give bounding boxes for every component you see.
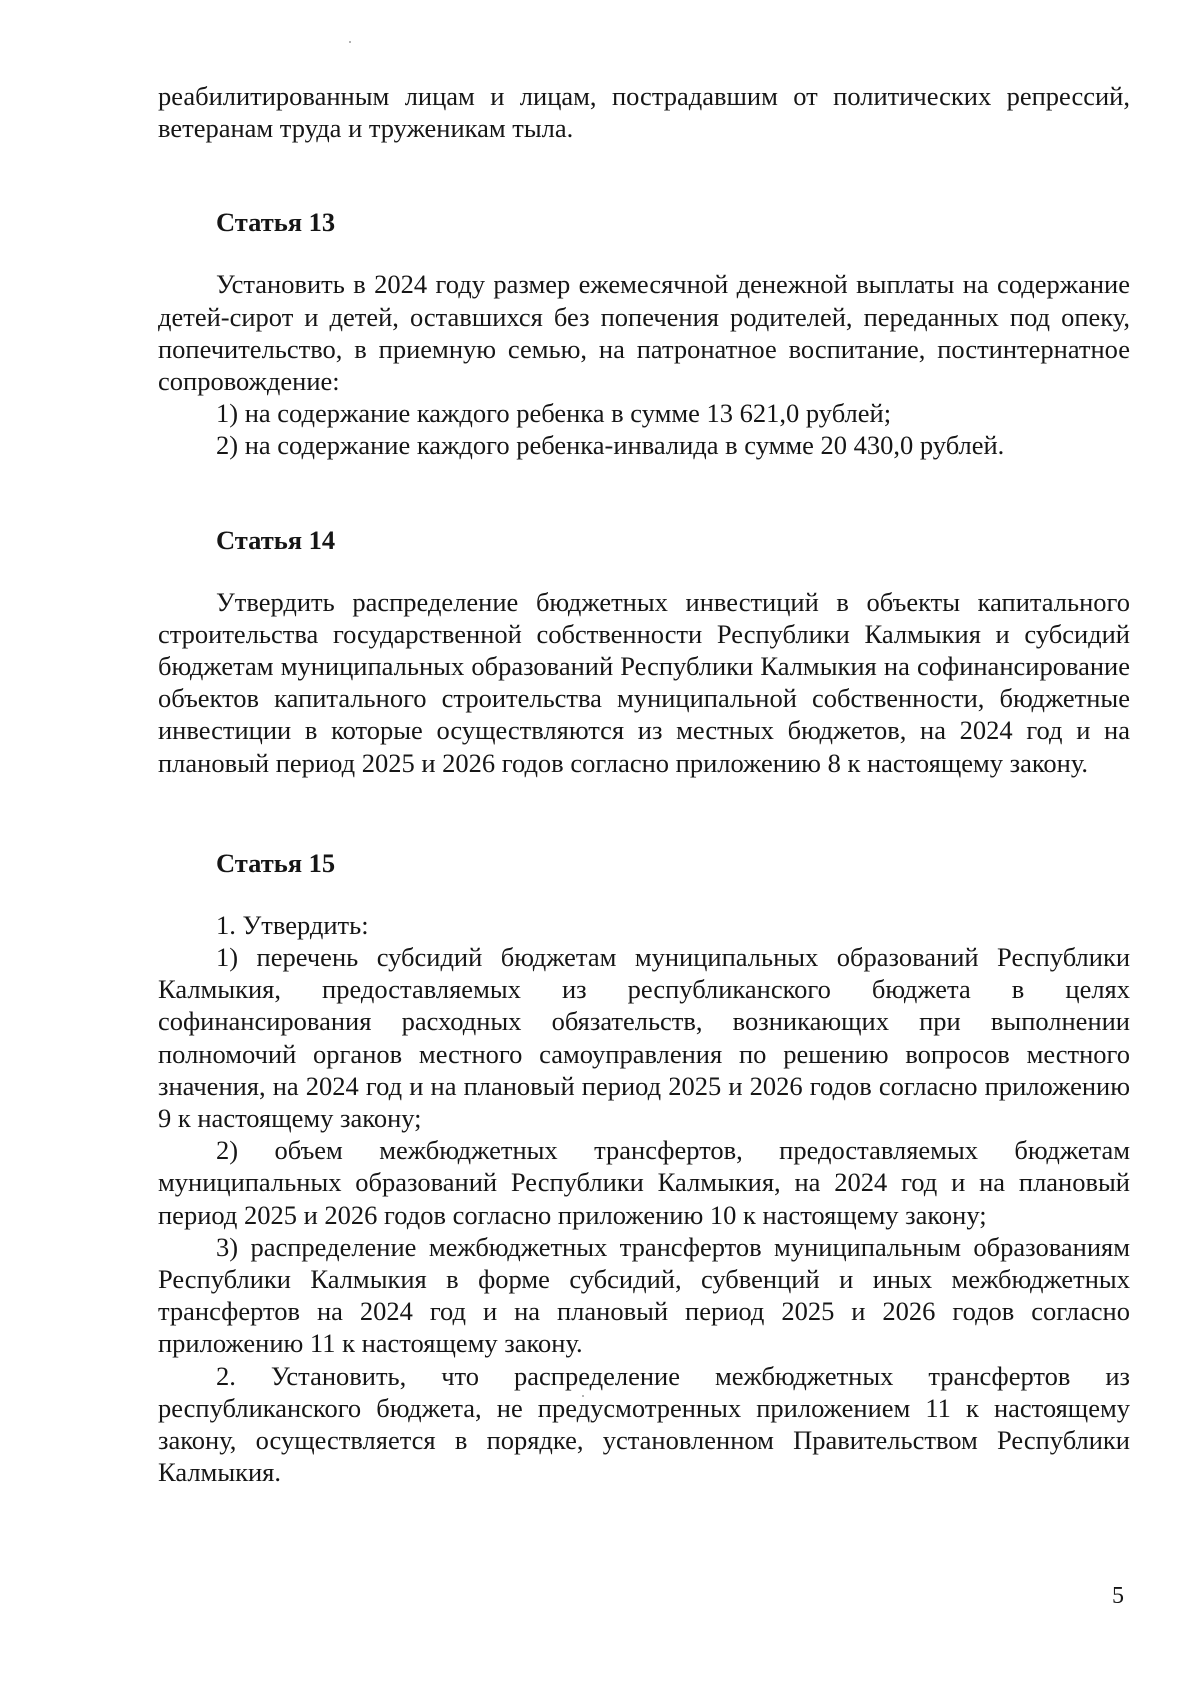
article-15-point-1: 1. Утвердить:: [216, 909, 369, 940]
article-15: [158, 847, 1130, 1489]
article-15-title: Статья 15: [216, 847, 336, 878]
article-14-paragraph: Утвердить распределение бюджетных инвестиций в объекты капитального строительства государственной собственности Республики Калмыкия и субсидий бюджетам муниципальных образований Республики Калмыкия на софинансирование объектов капитального строительства муниципальной собственности, бюджетные инвестиции в которые осуществляются из местных бюджетов, на 2024 год и на плановый период 2025 и 2026 годов согласно приложению 8 к настоящему закону.: [158, 586, 1130, 778]
article-14-title: Статья 14: [216, 524, 336, 555]
article-13: [158, 206, 1130, 461]
article-13-item-2: 2) на содержание каждого ребенка-инвалида в сумме 20 430,0 рублей.: [216, 430, 1005, 461]
document-body: [158, 80, 1130, 1489]
intro-paragraph: реабилитированным лицам и лицам, пострадавшим от политических репрессий, ветеранам труда и труженикам тыла.: [158, 81, 1130, 144]
article-13-paragraph: Установить в 2024 году размер ежемесячной денежной выплаты на содержание детей-сирот и детей, оставшихся без попечения родителей, переданных под опеку, попечительство, в приемную семью, на патронатное воспитание, постинтернатное сопровождение:: [158, 269, 1130, 397]
article-13-item-1: 1) на содержание каждого ребенка в сумме 13 621,0 рублей;: [216, 398, 892, 429]
article-15-item-2: 2) объем межбюджетных трансфертов, предоставляемых бюджетам муниципальных образований Республики Калмыкия, на 2024 год и на плановый период 2025 и 2026 годов согласно приложению 10 к настоящему закону;: [158, 1135, 1130, 1230]
page-number: 5: [1112, 1583, 1124, 1609]
scan-speck: [349, 41, 351, 43]
article-15-item-3: 3) распределение межбюджетных трансфертов муниципальным образованиям Республики Калмыкия в форме субсидий, субвенций и иных межбюджетных трансфертов на 2024 год и на плановый период 2025 и 2026 годов согласно приложению 11 к настоящему закону.: [158, 1231, 1130, 1359]
article-14: [158, 524, 1130, 779]
article-13-title: Статья 13: [216, 207, 336, 238]
article-15-point-2: 2. Установить, что распределение межбюджетных трансфертов из республиканского бюджета, не предусмотренных приложением 11 к настоящему закону, осуществляется в порядке, установленном Правительством Республики Калмыкия.: [158, 1360, 1130, 1488]
article-15-item-1: 1) перечень субсидий бюджетам муниципальных образований Республики Калмыкия, предоставляемых из республиканского бюджета в целях софинансирования расходных обязательств, возникающих при выполнении полномочий органов местного самоуправления по решению вопросов местного значения, на 2024 год и на плановый период 2025 и 2026 годов согласно приложению 9 к настоящему закону;: [158, 942, 1130, 1134]
